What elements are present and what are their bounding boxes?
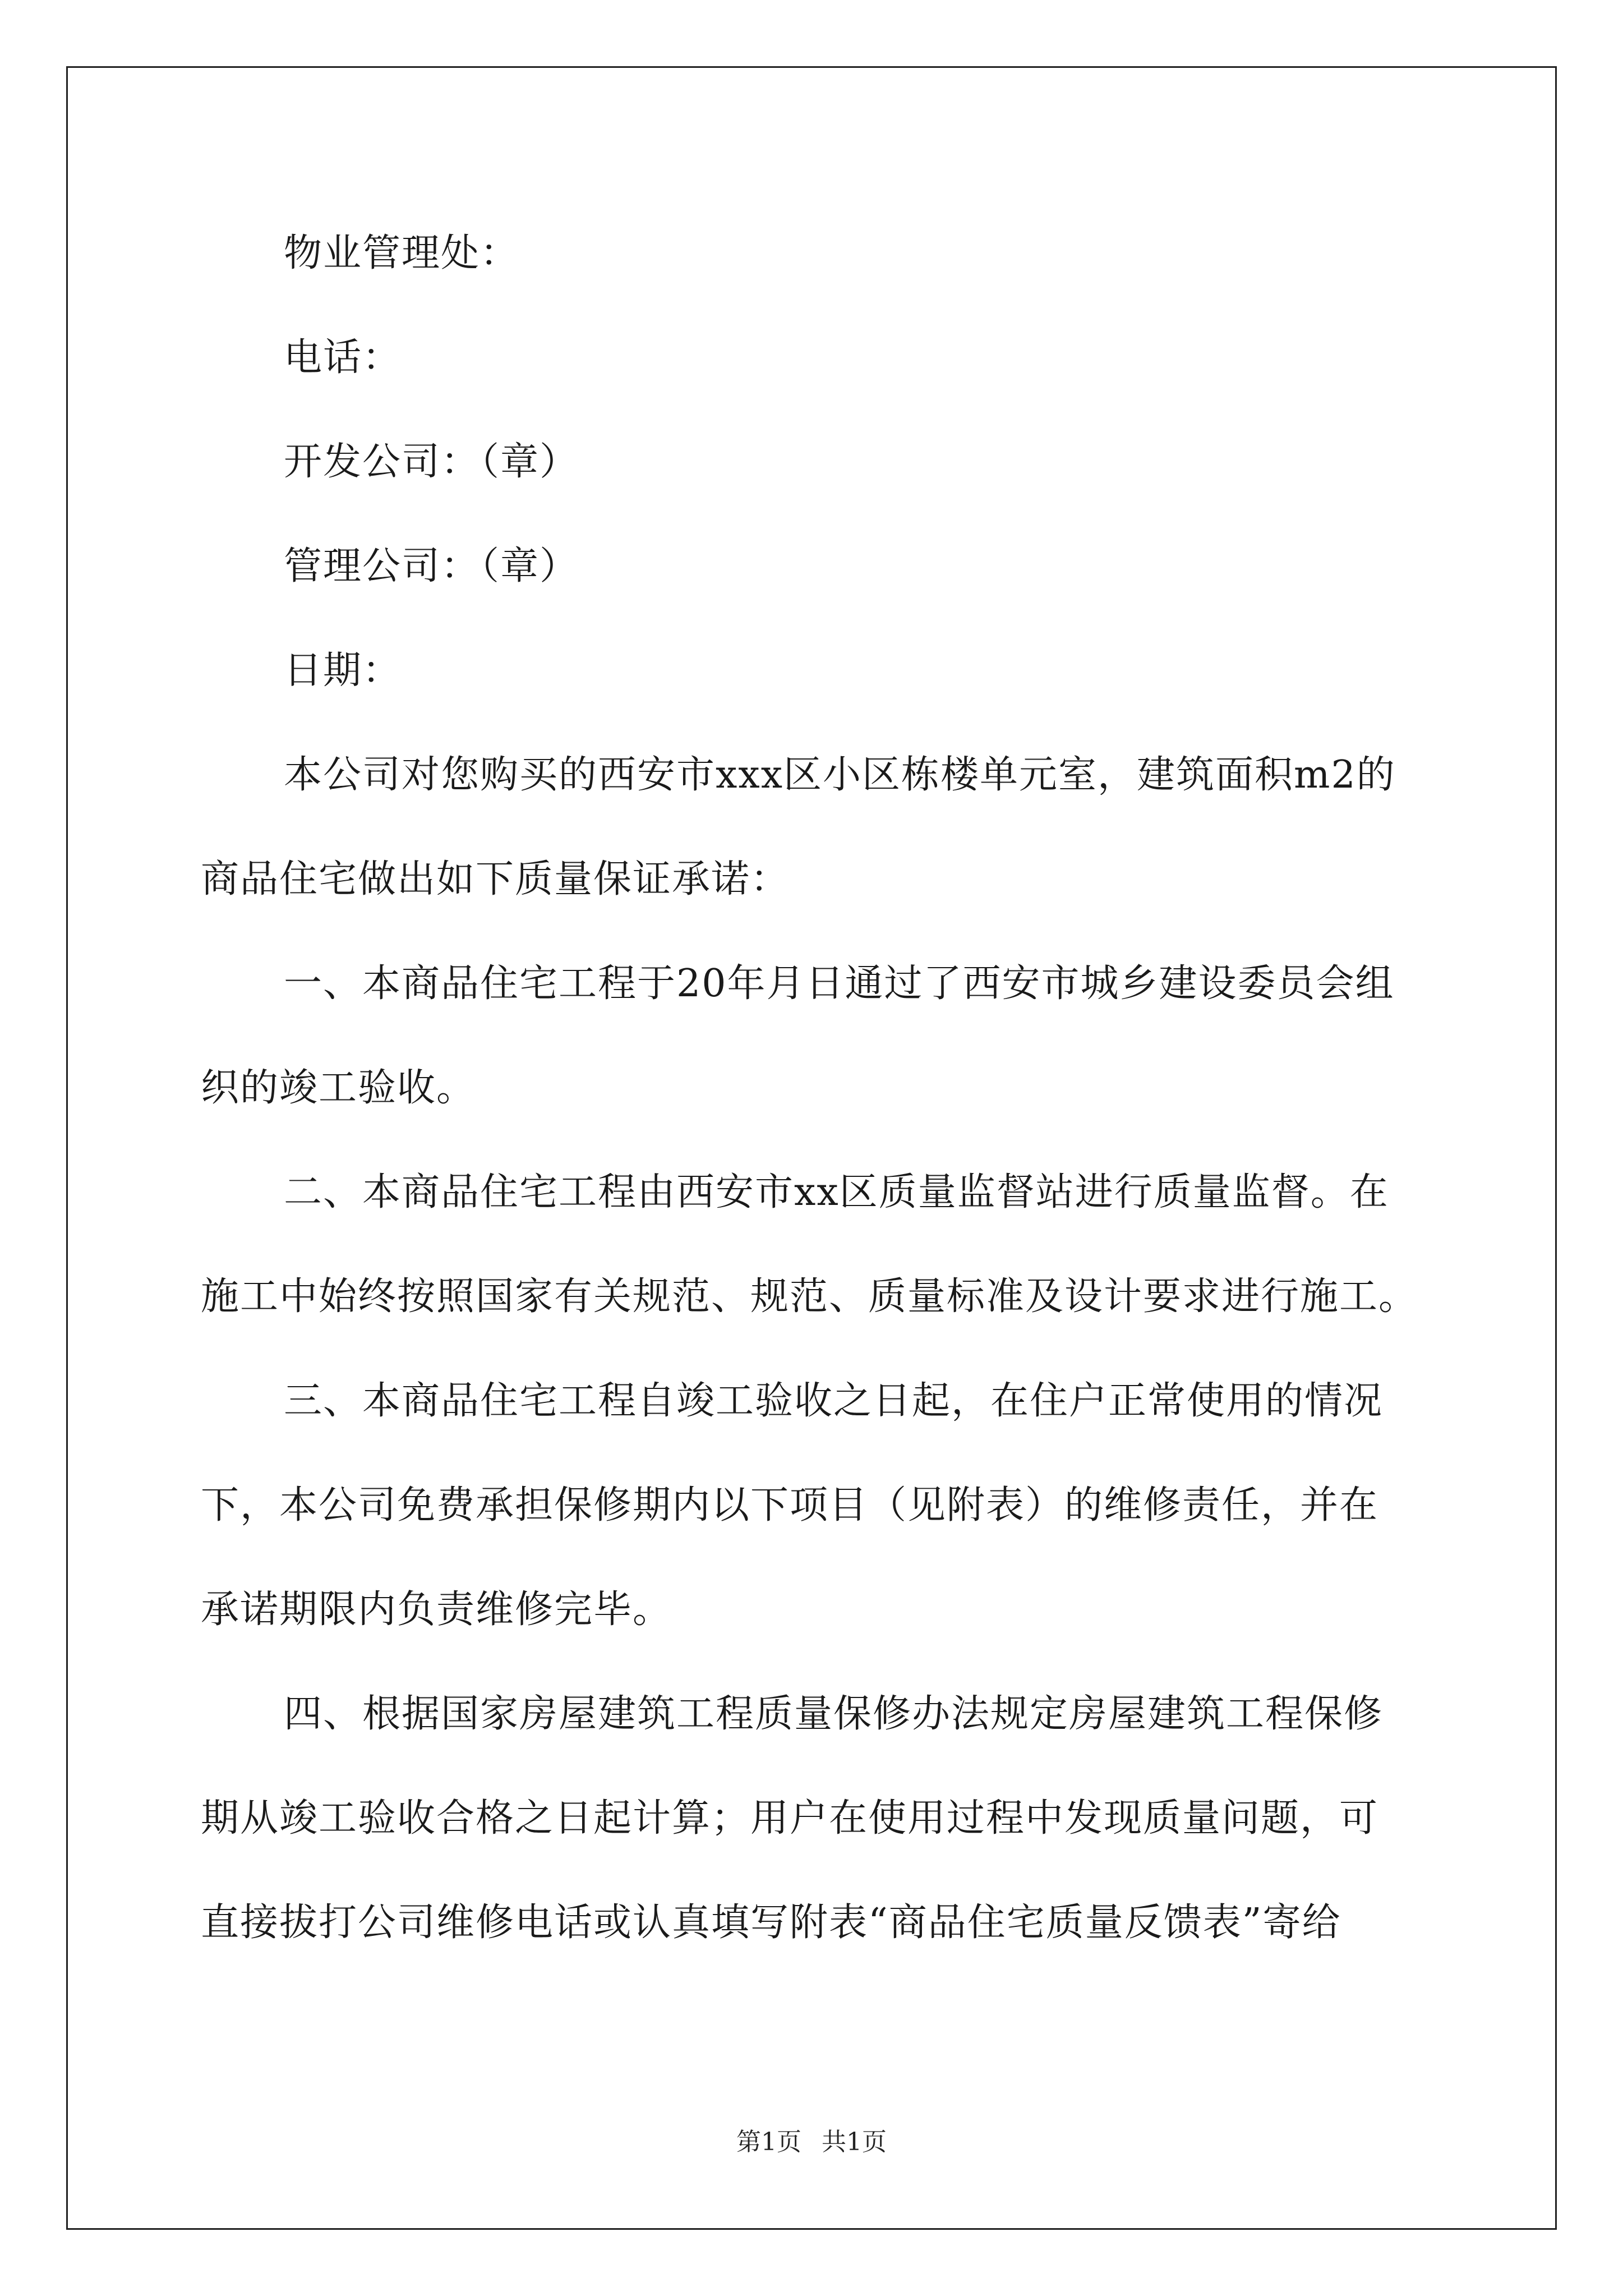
- paragraph-4-line-2: 期从竣工验收合格之日起计算；用户在使用过程中发现质量问题，可: [201, 1796, 1379, 1841]
- paragraph-intro-line-2: 商品住宅做出如下质量保证承诺：: [201, 857, 790, 901]
- text-line-developer-seal: 开发公司：（章）: [284, 440, 579, 484]
- paragraph-1-line-2: 织的竣工验收。: [201, 1066, 476, 1110]
- paragraph-intro-line-1: 本公司对您购买的西安市xxx区小区栋楼单元室，建筑面积m2的: [284, 753, 1396, 797]
- paragraph-2-line-1: 二、本商品住宅工程由西安市xx区质量监督站进行质量监督。在: [284, 1170, 1389, 1214]
- text-line-phone: 电话：: [284, 335, 402, 380]
- paragraph-4-line-1: 四、根据国家房屋建筑工程质量保修办法规定房屋建筑工程保修: [284, 1692, 1384, 1736]
- paragraph-4-line-3: 直接拔打公司维修电话或认真填写附表“商品住宅质量反馈表”寄给: [201, 1901, 1341, 1945]
- text-line-manager-seal: 管理公司：（章）: [284, 544, 579, 588]
- text-line-management-office: 物业管理处：: [284, 231, 520, 275]
- page-footer: [0, 2130, 1623, 2155]
- text-line-date: 日期：: [284, 648, 402, 693]
- paragraph-2-line-2: 施工中始终按照国家有关规范、规范、质量标准及设计要求进行施工。: [201, 1274, 1418, 1319]
- paragraph-3-line-1: 三、本商品住宅工程自竣工验收之日起，在住户正常使用的情况: [284, 1379, 1384, 1423]
- paragraph-1-line-1: 一、本商品住宅工程于20年月日通过了西安市城乡建设委员会组: [284, 961, 1395, 1006]
- paragraph-3-line-2: 下，本公司免费承担保修期内以下项目（见附表）的维修责任，并在: [201, 1483, 1379, 1527]
- page-number-current: 第1页: [736, 2128, 801, 2156]
- page-number-total: 共1页: [822, 2128, 887, 2156]
- paragraph-3-line-3: 承诺期限内负责维修完毕。: [201, 1588, 672, 1632]
